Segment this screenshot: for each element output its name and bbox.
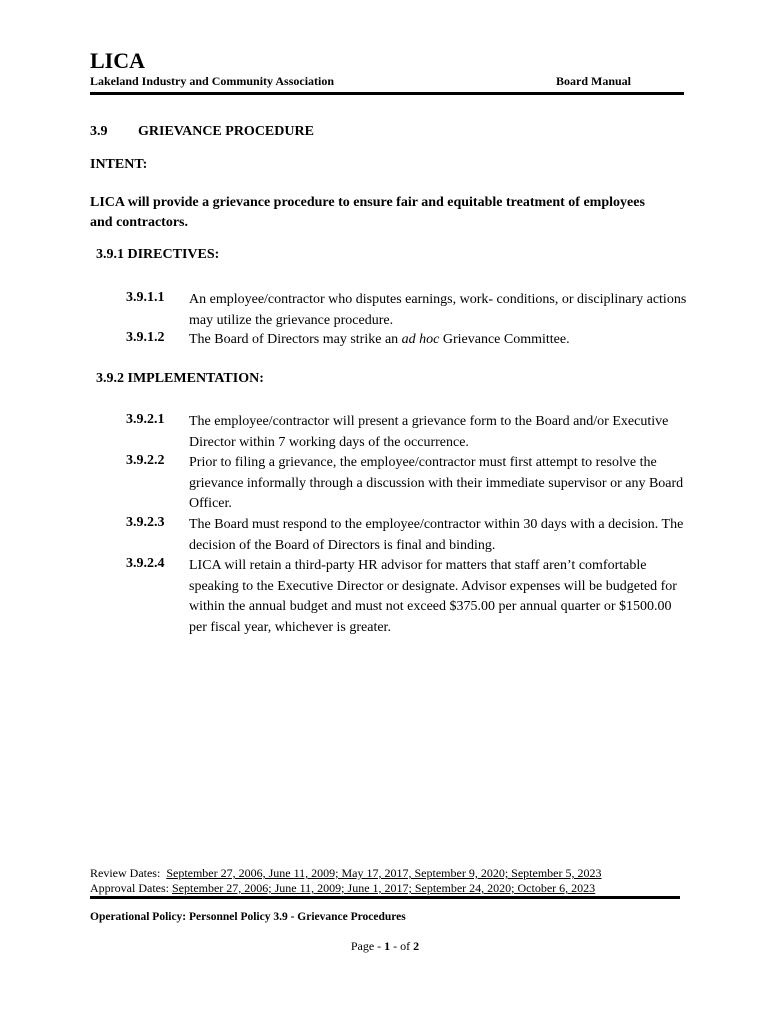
intent-text: LICA will provide a grievance procedure to ensure fair and equitable treatment of employees and contractors. xyxy=(90,195,645,230)
operational-policy: Operational Policy: Personnel Policy 3.9 - Grievance Procedures xyxy=(90,911,406,923)
directive-number: 3.9.1.2 xyxy=(126,330,165,345)
manual-name: Board Manual xyxy=(556,74,632,88)
page-indicator xyxy=(0,939,770,954)
intent-heading: INTENT: xyxy=(90,157,148,172)
implementation-text: Prior to filing a grievance, the employee/contractor must first attempt to resolve the grievance informally through a discussion with their immediate supervisor or any Board Officer. xyxy=(189,455,684,511)
implementation-number: 3.9.2.2 xyxy=(126,453,165,468)
footer-divider xyxy=(90,896,680,899)
directive-text-italic: ad hoc xyxy=(401,332,440,347)
implementation-number: 3.9.2.3 xyxy=(126,515,165,530)
directive-text-end: Grievance Committee. xyxy=(439,332,570,347)
implementation-text: The employee/contractor will present a grievance form to the Board and/or Executive Director within 7 working days of the occurrence. xyxy=(189,414,669,450)
directive-text-start: The Board of Directors may strike an xyxy=(189,332,402,347)
implementation-text: The Board must respond to the employee/contractor within 30 days with a decision. The decision of the Board of Directors is final and binding. xyxy=(189,517,684,553)
implementation-number: 3.9.2.1 xyxy=(126,412,165,427)
directive-number: 3.9.1.1 xyxy=(126,290,165,305)
implementation-text: LICA will retain a third-party HR advisor for matters that staff aren’t comfortable speaking to the Executive Director or designate. Advisor expenses will be budgeted for within the annual budget and must not exceed $375.00 per annual quarter or $1500.00 per fiscal year, whichever is greater. xyxy=(189,558,677,635)
review-dates-line xyxy=(90,866,601,881)
review-dates-value: September 27, 2006, June 11, 2009; May 17, 2017, September 9, 2020; September 5, 2023 xyxy=(166,866,602,880)
header-divider xyxy=(90,92,684,95)
logo-text: LICA xyxy=(90,48,146,73)
review-dates-label: Review Dates: xyxy=(90,866,161,880)
section-number: 3.9 xyxy=(90,124,108,139)
page-suffix: - of xyxy=(390,939,414,953)
implementation-heading: 3.9.2 IMPLEMENTATION: xyxy=(96,371,264,386)
directives-heading: 3.9.1 DIRECTIVES: xyxy=(96,247,220,262)
approval-dates-value: September 27, 2006; June 11, 2009; June 1, 2017; September 24, 2020; October 6, 2023 xyxy=(171,881,596,895)
organization-name: Lakeland Industry and Community Association xyxy=(90,74,335,88)
page-total: 2 xyxy=(413,939,420,953)
implementation-number: 3.9.2.4 xyxy=(126,556,165,571)
approval-dates-line xyxy=(90,881,595,896)
page-number: 1 xyxy=(384,939,391,953)
directive-text: An employee/contractor who disputes earnings, work- conditions, or disciplinary actions may utilize the grievance procedure. xyxy=(189,292,687,328)
approval-dates-label: Approval Dates: xyxy=(90,881,169,895)
directive-text xyxy=(189,330,689,351)
page-prefix: Page - xyxy=(350,939,385,953)
section-title: GRIEVANCE PROCEDURE xyxy=(138,124,314,139)
